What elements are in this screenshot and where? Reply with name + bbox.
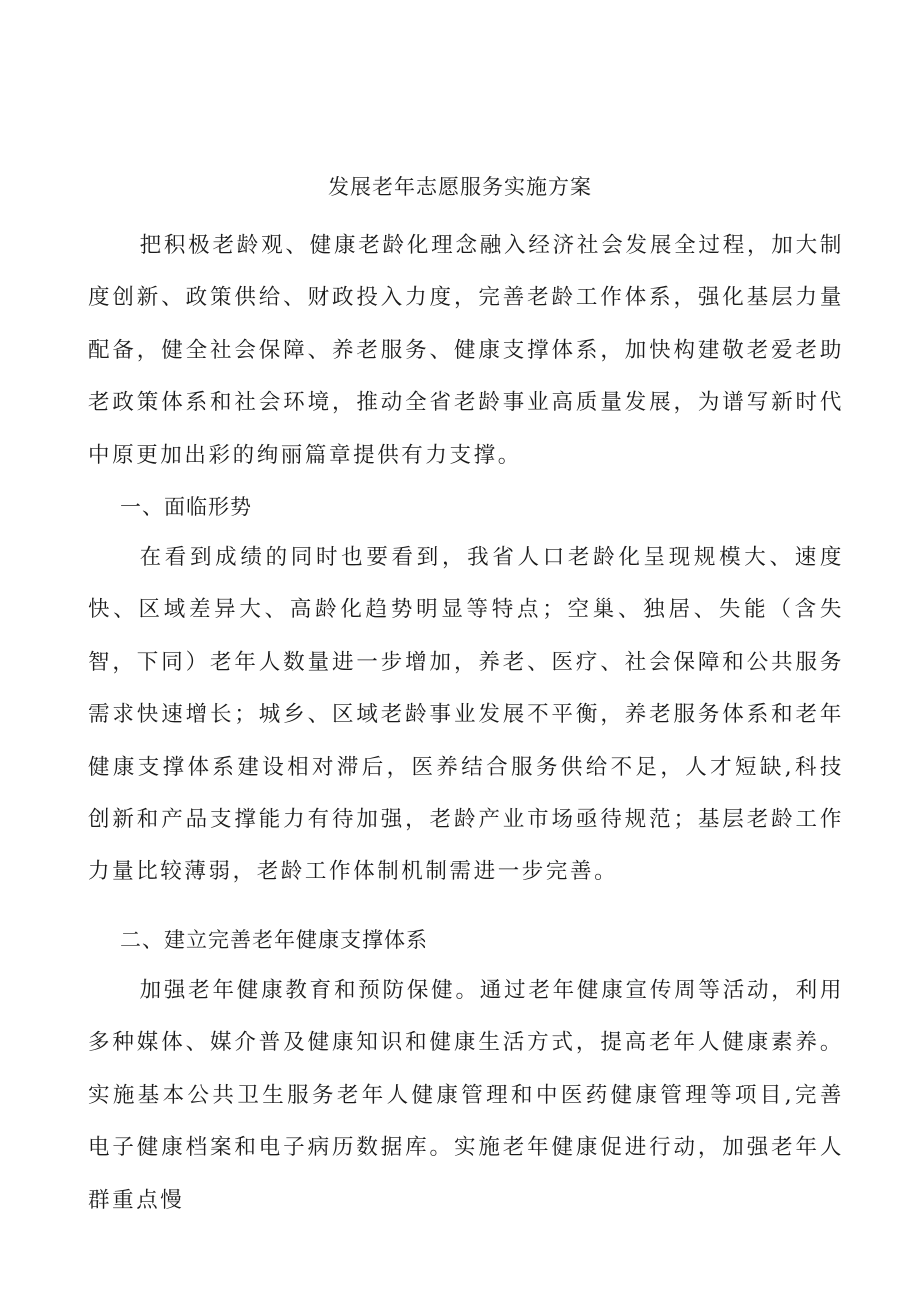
paragraph-situation: 在看到成绩的同时也要看到，我省人口老龄化呈现规模大、速度快、区域差异大、高龄化趋势明显等特点；空巢、独居、失能（含失智，下同）老年人数量进一步增加，养老、医疗、社会保障和公共服务需求快速增长；城乡、区域老龄事业发展不平衡，养老服务体系和老年健康支撑体系建设相对滞后，医养结合服务供给不足，人才短缺,科技创新和产品支撑能力有待加强，老龄产业市场亟待规范；基层老龄工作力量比较薄弱，老龄工作体制机制需进一步完善。 (88, 545, 844, 885)
document-title: 发展老年志愿服务实施方案 (328, 175, 592, 199)
paragraph-intro: 把积极老龄观、健康老龄化理念融入经济社会发展全过程，加大制度创新、政策供给、财政投入力度，完善老龄工作体系，强化基层力量配备，健全社会保障、养老服务、健康支撑体系，加快构建敬老爱老助老政策体系和社会环境，推动全省老龄事业高质量发展，为谱写新时代中原更加出彩的绚丽篇章提供有力支撑。 (88, 233, 844, 468)
section-heading-situation: 一、面临形势 (120, 495, 252, 519)
paragraph-health-education: 加强老年健康教育和预防保健。通过老年健康宣传周等活动，利用多种媒体、媒介普及健康知识和健康生活方式，提高老年人健康素养。实施基本公共卫生服务老年人健康管理和中医药健康管理等项目,完善电子健康档案和电子病历数据库。实施老年健康促进行动，加强老年人群重点慢 (88, 978, 844, 1213)
section-heading-health-system: 二、建立完善老年健康支撑体系 (120, 928, 428, 952)
